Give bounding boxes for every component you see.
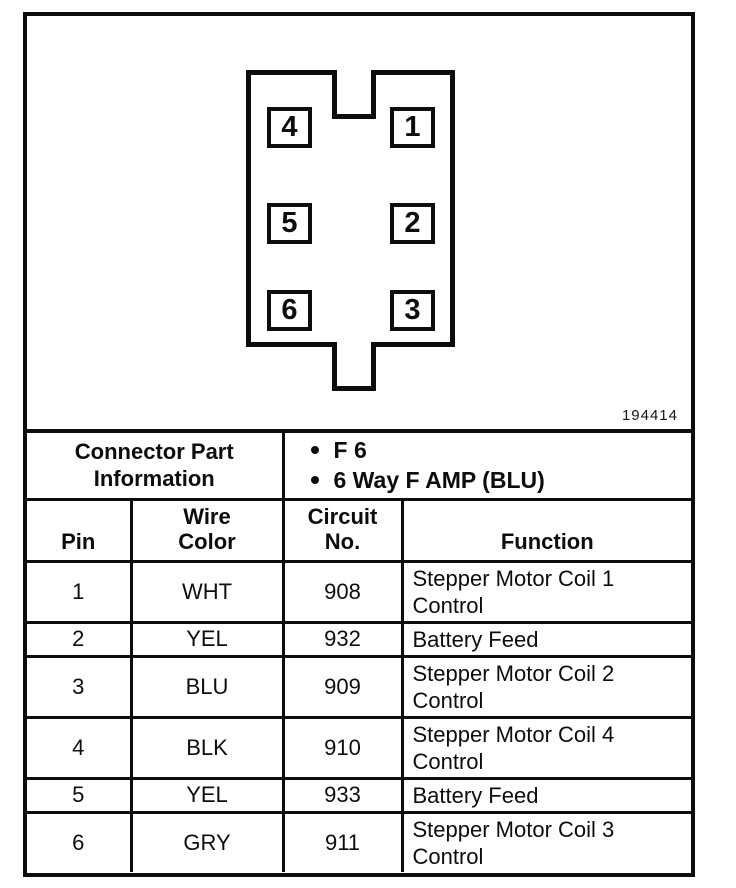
cell-wire-color: YEL: [131, 622, 283, 656]
part-info-bullet-item: [311, 465, 692, 495]
cell-circuit-no: 909: [283, 656, 402, 717]
pin-box-2: [390, 203, 435, 244]
figure-number: 194414: [621, 407, 678, 424]
pin-label: 1: [404, 111, 421, 143]
connector-pinout-table: [27, 433, 691, 872]
pin-box-1: [390, 107, 435, 148]
connector-face-diagram: [27, 16, 691, 433]
pin-label: 3: [404, 294, 421, 326]
pin-box-6: [267, 290, 312, 331]
pin-box-5: [267, 203, 312, 244]
table-row: [27, 717, 691, 778]
cell-wire-color: WHT: [131, 561, 283, 622]
pin-label: 5: [281, 207, 298, 239]
cell-function: Battery Feed: [402, 778, 691, 812]
cell-pin: 4: [27, 717, 131, 778]
cell-pin: 5: [27, 778, 131, 812]
column-header-circuit-no: Circuit No.: [283, 499, 402, 561]
cell-circuit-no: 911: [283, 812, 402, 872]
connector-top-notch: [332, 70, 376, 119]
table-row: [27, 622, 691, 656]
cell-pin: 6: [27, 812, 131, 872]
part-info-header-cell: [27, 433, 283, 499]
table-row: [27, 812, 691, 872]
part-info-values-cell: [283, 433, 691, 499]
pin-label: 6: [281, 294, 298, 326]
connector-id: F 6: [333, 437, 367, 464]
connector-type: 6 Way F AMP (BLU): [333, 467, 545, 494]
pin-label: 2: [404, 207, 421, 239]
cell-function: Stepper Motor Coil 3 Control: [402, 812, 691, 872]
cell-circuit-no: 933: [283, 778, 402, 812]
pin-label: 4: [281, 111, 298, 143]
table-row: [27, 561, 691, 622]
cell-pin: 1: [27, 561, 131, 622]
cell-wire-color: BLU: [131, 656, 283, 717]
part-info-row: [27, 433, 691, 499]
cell-wire-color: GRY: [131, 812, 283, 872]
part-info-bullet-item: [311, 435, 692, 465]
document-frame: [23, 12, 695, 877]
pin-box-3: [390, 290, 435, 331]
cell-circuit-no: 910: [283, 717, 402, 778]
table-row: [27, 778, 691, 812]
pin-box-4: [267, 107, 312, 148]
table-row: [27, 656, 691, 717]
column-header-function: Function: [402, 499, 691, 561]
cell-circuit-no: 932: [283, 622, 402, 656]
cell-function: Stepper Motor Coil 2 Control: [402, 656, 691, 717]
cell-function: Stepper Motor Coil 4 Control: [402, 717, 691, 778]
connector-bottom-tab: [332, 342, 376, 391]
part-info-title: Connector Part Information: [74, 439, 234, 492]
column-header-row: [27, 499, 691, 561]
cell-pin: 2: [27, 622, 131, 656]
bullet-icon: [311, 446, 319, 454]
column-header-pin: Pin: [27, 499, 131, 561]
cell-wire-color: YEL: [131, 778, 283, 812]
cell-function: Battery Feed: [402, 622, 691, 656]
cell-circuit-no: 908: [283, 561, 402, 622]
cell-function: Stepper Motor Coil 1 Control: [402, 561, 691, 622]
cell-wire-color: BLK: [131, 717, 283, 778]
cell-pin: 3: [27, 656, 131, 717]
column-header-wire-color: Wire Color: [131, 499, 283, 561]
bullet-icon: [311, 476, 319, 484]
